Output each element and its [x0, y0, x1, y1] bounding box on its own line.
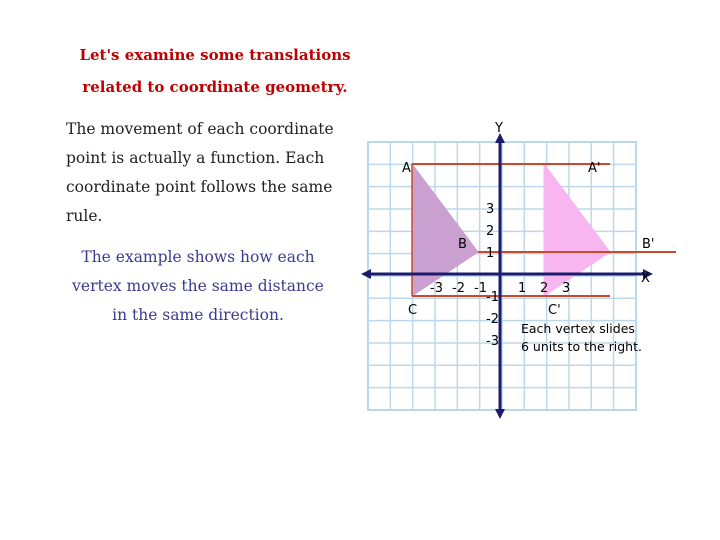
vertex-label-A: A — [402, 161, 411, 176]
paragraph-example: The example shows how each vertex moves the same distance in the same direction. — [72, 248, 324, 324]
vertex-label-C-prime: C' — [548, 303, 561, 318]
y-tick-label: -2 — [486, 312, 499, 327]
x-tick-label: -1 — [474, 281, 487, 296]
title-line-1: Let's examine some translations — [79, 46, 351, 64]
x-tick-label: -3 — [430, 281, 443, 296]
y-tick-label: 2 — [486, 224, 495, 239]
caption-line-2: 6 units to the right. — [521, 339, 642, 354]
y-tick-label: 1 — [486, 246, 495, 261]
x-tick-label: -2 — [452, 281, 465, 296]
x-tick-label: 3 — [562, 281, 571, 296]
title-line-2: related to coordinate geometry. — [82, 78, 348, 96]
y-axis-label: Y — [495, 121, 503, 136]
caption-line-1: Each vertex slides — [521, 321, 635, 336]
y-tick-label: -1 — [486, 290, 499, 305]
x-tick-label: 1 — [518, 281, 527, 296]
x-axis-label: X — [641, 271, 650, 286]
vertex-label-B-prime: B' — [642, 237, 655, 252]
vertex-label-A-prime: A' — [588, 161, 601, 176]
y-tick-label: -3 — [486, 334, 499, 349]
vertex-label-C: C — [408, 303, 418, 318]
x-tick-label: 2 — [540, 281, 549, 296]
paragraph-function-rule: The movement of each coordinate point is actually a function. Each coordinate point follows the same rule. — [66, 120, 334, 225]
vertex-label-B: B — [458, 237, 467, 252]
y-tick-label: 3 — [486, 202, 495, 217]
